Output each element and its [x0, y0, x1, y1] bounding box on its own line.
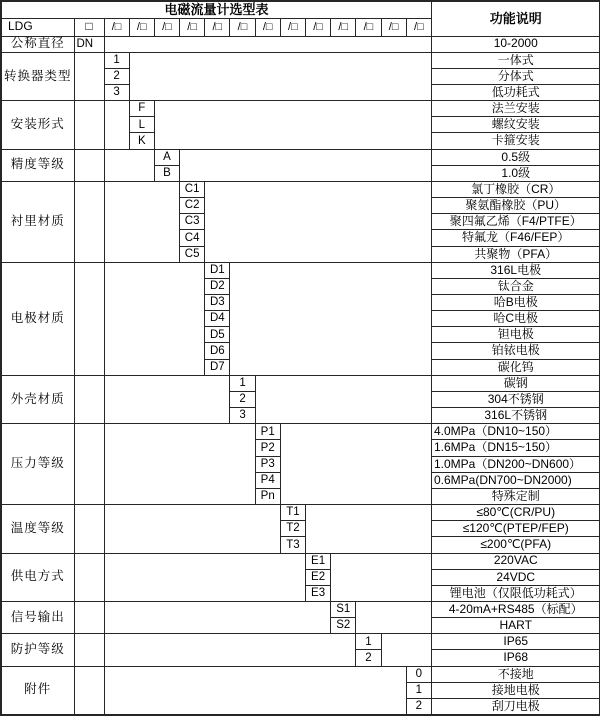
- empty-slot-area: [104, 601, 331, 633]
- option-description-cell: 钽电极: [431, 327, 600, 343]
- option-description-cell: 特氟龙（F46/FEP）: [431, 230, 600, 246]
- empty-slot-area: [104, 375, 230, 423]
- option-description-cell: 0.6MPa(DN700~DN2000): [431, 472, 600, 488]
- option-description-cell: 特殊定制: [431, 488, 600, 504]
- option-description-cell: 24VDC: [431, 569, 600, 585]
- empty-slot-area: [129, 52, 431, 100]
- option-code-cell: C5: [180, 246, 205, 262]
- option-code-cell: P3: [255, 456, 280, 472]
- table-row: [1, 1, 600, 18]
- option-description-cell: 4.0MPa（DN10~150）: [431, 424, 600, 440]
- prefix-cell: [74, 424, 104, 505]
- option-description-cell: 碳化钨: [431, 359, 600, 375]
- row-group-label: 公称直径: [1, 36, 74, 52]
- row-group-label: 外壳材质: [1, 375, 74, 423]
- option-code-cell: F: [129, 101, 154, 117]
- option-description-cell: IP65: [431, 634, 600, 650]
- option-code-cell: 1: [104, 52, 129, 68]
- empty-slot-area: [381, 634, 431, 666]
- table-row: [1, 505, 600, 521]
- option-code-cell: 3: [230, 408, 255, 424]
- option-description-cell: 氯丁橡胶（CR）: [431, 181, 600, 197]
- table-row: [1, 181, 600, 197]
- option-description-cell: ≤200℃(PFA): [431, 537, 600, 553]
- row-group-label: 转换器类型: [1, 52, 74, 100]
- option-code-cell: D4: [205, 311, 230, 327]
- prefix-cell: [74, 262, 104, 375]
- option-description-cell: 哈B电极: [431, 295, 600, 311]
- option-code-cell: T1: [280, 505, 305, 521]
- option-code-cell: C1: [180, 181, 205, 197]
- row-group-label: 防护等级: [1, 634, 74, 666]
- prefix-cell: [74, 375, 104, 423]
- empty-slot-area: [104, 634, 356, 666]
- empty-slot-area: [154, 101, 431, 149]
- option-description-cell: 接地电极: [431, 682, 600, 698]
- empty-slot-area: [104, 424, 255, 505]
- option-description-cell: 聚氨酯橡胶（PU）: [431, 198, 600, 214]
- option-code-cell: S2: [331, 618, 356, 634]
- prefix-cell: [74, 101, 104, 149]
- option-code-cell: C2: [180, 198, 205, 214]
- option-description-cell: 锂电池（仅限低功耗式）: [431, 585, 600, 601]
- table-row: [1, 149, 600, 165]
- table-row: [1, 375, 600, 391]
- option-description-cell: 1.0级: [431, 165, 600, 181]
- prefix-cell: [74, 634, 104, 666]
- prefix-cell: [74, 601, 104, 633]
- option-description-cell: 10-2000: [431, 36, 600, 52]
- option-code-cell: P1: [255, 424, 280, 440]
- option-description-cell: 共聚物（PFA）: [431, 246, 600, 262]
- page-title: 电磁流量计选型表: [1, 1, 431, 18]
- option-code-cell: D2: [205, 278, 230, 294]
- option-code-cell: 1: [406, 682, 431, 698]
- option-code-cell: E3: [306, 585, 331, 601]
- table-row: [1, 601, 600, 617]
- option-description-cell: 220VAC: [431, 553, 600, 569]
- row-group-label: 衬里材质: [1, 181, 74, 262]
- empty-slot-area: [306, 505, 432, 553]
- option-code-cell: P2: [255, 440, 280, 456]
- option-code-cell: D5: [205, 327, 230, 343]
- option-code-cell: S1: [331, 601, 356, 617]
- empty-slot-area: [104, 149, 154, 181]
- empty-slot-area: [356, 601, 432, 633]
- table-row: [1, 553, 600, 569]
- option-code-cell: C4: [180, 230, 205, 246]
- model-code-slot: /□: [154, 18, 179, 36]
- prefix-cell: [74, 666, 104, 715]
- empty-slot-area: [104, 505, 280, 553]
- option-code-cell: L: [129, 117, 154, 133]
- option-description-cell: 一体式: [431, 52, 600, 68]
- row-group-label: 精度等级: [1, 149, 74, 181]
- option-description-cell: 分体式: [431, 68, 600, 84]
- option-code-cell: 2: [104, 68, 129, 84]
- selection-table-body: [1, 1, 600, 715]
- model-code-slot: /□: [356, 18, 381, 36]
- option-description-cell: IP68: [431, 650, 600, 666]
- model-code-slot: /□: [104, 18, 129, 36]
- table-row: [1, 634, 600, 650]
- option-code-cell: D1: [205, 262, 230, 278]
- option-description-cell: 4-20mA+RS485（标配）: [431, 601, 600, 617]
- prefix-cell: [74, 505, 104, 553]
- option-description-cell: 316L不锈钢: [431, 408, 600, 424]
- option-code-cell: D6: [205, 343, 230, 359]
- table-row: [1, 424, 600, 440]
- option-code-cell: K: [129, 133, 154, 149]
- table-row: [1, 52, 600, 68]
- table-row: [1, 666, 600, 682]
- option-description-cell: 1.0MPa（DN200~DN600）: [431, 456, 600, 472]
- option-description-cell: 聚四氟乙烯（F4/PTFE）: [431, 214, 600, 230]
- option-description-cell: 钛合金: [431, 278, 600, 294]
- model-code: LDG: [1, 18, 74, 36]
- option-code-cell: D7: [205, 359, 230, 375]
- option-code-cell: 0: [406, 666, 431, 682]
- model-code-slot: /□: [406, 18, 431, 36]
- option-code-cell: P4: [255, 472, 280, 488]
- row-group-label: 安装形式: [1, 101, 74, 149]
- option-description-cell: 碳钢: [431, 375, 600, 391]
- option-code-cell: A: [154, 149, 179, 165]
- empty-slot-area: [331, 553, 432, 601]
- table-row: [1, 36, 600, 52]
- option-description-cell: 卡箍安装: [431, 133, 600, 149]
- model-code-slot: /□: [331, 18, 356, 36]
- option-code-cell: T2: [280, 521, 305, 537]
- row-group-label: 供电方式: [1, 553, 74, 601]
- prefix-cell: [74, 181, 104, 262]
- prefix-cell: [74, 52, 104, 100]
- prefix-cell: [74, 149, 104, 181]
- empty-slot-area: [104, 181, 180, 262]
- option-description-cell: ≤120℃(PTEP/FEP): [431, 521, 600, 537]
- empty-slot-area: [255, 375, 431, 423]
- option-code-cell: Pn: [255, 488, 280, 504]
- model-box-slot: □: [74, 18, 104, 36]
- empty-slot-area: [205, 181, 432, 262]
- option-description-cell: 1.6MPa（DN15~150）: [431, 440, 600, 456]
- model-code-slot: /□: [205, 18, 230, 36]
- empty-slot-area: [104, 101, 129, 149]
- table-row: [1, 101, 600, 117]
- model-code-slot: /□: [230, 18, 255, 36]
- model-code-slot: /□: [180, 18, 205, 36]
- option-description-cell: 铂铱电极: [431, 343, 600, 359]
- prefix-cell: DN: [74, 36, 104, 52]
- option-code-cell: B: [154, 165, 179, 181]
- option-code-cell: E2: [306, 569, 331, 585]
- empty-slot-area: [230, 262, 432, 375]
- option-code-cell: D3: [205, 295, 230, 311]
- option-code-cell: 3: [104, 84, 129, 100]
- model-code-slot: /□: [255, 18, 280, 36]
- option-description-cell: ≤80℃(CR/PU): [431, 505, 600, 521]
- option-code-cell: 2: [356, 650, 381, 666]
- option-description-cell: 不接地: [431, 666, 600, 682]
- prefix-cell: [74, 553, 104, 601]
- model-code-slot: /□: [280, 18, 305, 36]
- option-code-cell: 2: [230, 391, 255, 407]
- option-description-cell: 304不锈钢: [431, 391, 600, 407]
- option-description-cell: 0.5级: [431, 149, 600, 165]
- empty-slot-area: [280, 424, 431, 505]
- option-description-cell: 哈C电极: [431, 311, 600, 327]
- option-code-cell: E1: [306, 553, 331, 569]
- row-group-label: 压力等级: [1, 424, 74, 505]
- model-code-slot: /□: [129, 18, 154, 36]
- row-group-label: 附件: [1, 666, 74, 715]
- function-description-header: 功能说明: [431, 1, 600, 36]
- empty-slot-area: [104, 262, 205, 375]
- row-group-label: 温度等级: [1, 505, 74, 553]
- option-code-cell: T3: [280, 537, 305, 553]
- option-description-cell: 螺纹安装: [431, 117, 600, 133]
- empty-slot-area: [104, 666, 406, 715]
- option-description-cell: 刮刀电极: [431, 698, 600, 715]
- option-code-cell: 1: [230, 375, 255, 391]
- option-code-cell: 1: [356, 634, 381, 650]
- empty-slot-area: [180, 149, 432, 181]
- empty-slot-area: [104, 553, 306, 601]
- model-code-slot: /□: [381, 18, 406, 36]
- option-description-cell: 法兰安装: [431, 101, 600, 117]
- option-description-cell: 316L电极: [431, 262, 600, 278]
- row-group-label: 电极材质: [1, 262, 74, 375]
- table-row: [1, 262, 600, 278]
- option-code-cell: 2: [406, 698, 431, 715]
- option-description-cell: HART: [431, 618, 600, 634]
- empty-slot-area: [104, 36, 431, 52]
- row-group-label: 信号输出: [1, 601, 74, 633]
- option-description-cell: 低功耗式: [431, 84, 600, 100]
- option-code-cell: C3: [180, 214, 205, 230]
- model-code-slot: /□: [306, 18, 331, 36]
